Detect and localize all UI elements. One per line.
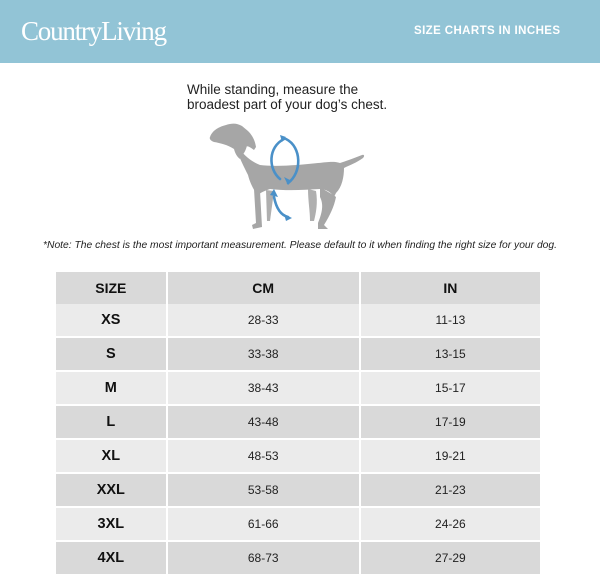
size-chart-table — [56, 272, 540, 574]
country-living-logo: CountryLiving — [21, 16, 166, 46]
size-cell: L — [56, 405, 167, 439]
header-banner — [0, 0, 600, 63]
instruction-line-1: While standing, measure the — [187, 82, 359, 97]
table-row — [56, 405, 540, 439]
table-header-row — [56, 272, 540, 304]
instruction-line-2: broadest part of your dog’s chest. — [187, 97, 388, 112]
cm-cell: 38-43 — [167, 371, 360, 405]
in-cell: 24-26 — [360, 507, 540, 541]
table-row — [56, 541, 540, 574]
cm-cell: 28-33 — [167, 304, 360, 337]
size-cell: 4XL — [56, 541, 167, 574]
table-row — [56, 371, 540, 405]
sizing-note: *Note: The chest is the most important measurement. Please default to it when finding the right size for your dog. — [43, 240, 557, 251]
size-cell: XL — [56, 439, 167, 473]
table-row — [56, 337, 540, 371]
table-row — [56, 507, 540, 541]
in-cell: 17-19 — [360, 405, 540, 439]
header-title: SIZE CHARTS IN INCHES — [414, 25, 561, 37]
header-cm: CM — [167, 272, 360, 304]
table-row — [56, 439, 540, 473]
cm-cell: 61-66 — [167, 507, 360, 541]
measurement-instruction — [187, 82, 447, 112]
size-cell: XXL — [56, 473, 167, 507]
cm-cell: 68-73 — [167, 541, 360, 574]
size-cell: M — [56, 371, 167, 405]
table-row — [56, 304, 540, 337]
header-in: IN — [360, 272, 540, 304]
cm-cell: 48-53 — [167, 439, 360, 473]
in-cell: 19-21 — [360, 439, 540, 473]
in-cell: 13-15 — [360, 337, 540, 371]
in-cell: 15-17 — [360, 371, 540, 405]
size-cell: XS — [56, 304, 167, 337]
table-row — [56, 473, 540, 507]
in-cell: 21-23 — [360, 473, 540, 507]
size-cell: 3XL — [56, 507, 167, 541]
dog-silhouette-icon — [204, 117, 366, 233]
cm-cell: 53-58 — [167, 473, 360, 507]
header-size: SIZE — [56, 272, 167, 304]
in-cell: 11-13 — [360, 304, 540, 337]
in-cell: 27-29 — [360, 541, 540, 574]
size-cell: S — [56, 337, 167, 371]
cm-cell: 43-48 — [167, 405, 360, 439]
cm-cell: 33-38 — [167, 337, 360, 371]
